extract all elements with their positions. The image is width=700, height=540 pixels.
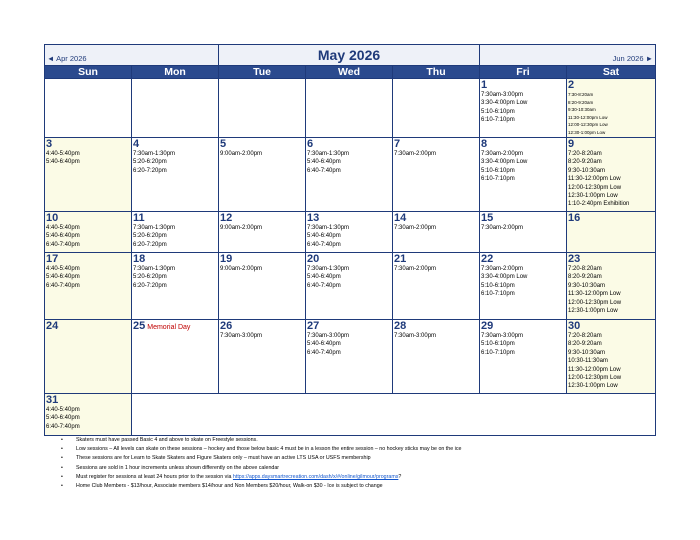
session-list — [306, 224, 392, 249]
session-time: 6:20-7:20pm — [133, 282, 167, 289]
calendar-grid — [44, 44, 656, 436]
day-number — [480, 212, 566, 224]
day-cell — [480, 138, 567, 212]
session-time: 11:30-12:00pm Low — [568, 176, 621, 183]
day-number-text: 13 — [307, 212, 320, 224]
session-time: 5:40-6:40pm — [46, 274, 80, 281]
session-time: 6:10-7:10pm — [481, 176, 515, 183]
day-number — [393, 138, 479, 150]
day-number — [132, 320, 218, 334]
day-number-text: 10 — [46, 212, 59, 224]
day-cell — [219, 320, 306, 394]
calendar-header-center — [219, 45, 480, 66]
session-list — [306, 265, 392, 290]
day-cell — [132, 253, 219, 320]
session-time: 6:20-7:20pm — [133, 167, 167, 174]
weekday-wed: Wed — [306, 66, 393, 79]
weekday-fri: Fri — [480, 66, 567, 79]
session-time: 5:40-6:40pm — [307, 233, 341, 240]
day-cell — [45, 138, 132, 212]
calendar-header-right — [480, 45, 656, 66]
day-number — [306, 212, 392, 224]
session-time: 9:00am-2:00pm — [220, 266, 263, 272]
session-time: 7:20-8:20am — [568, 151, 602, 157]
session-time: 12:00-12:30pm Low — [568, 184, 622, 191]
session-time: 7:30am-1:30pm — [133, 225, 176, 231]
session-time: 6:40-7:40pm — [46, 282, 80, 289]
empty-day-cell — [45, 79, 132, 138]
session-list — [567, 332, 655, 391]
session-list — [567, 150, 655, 209]
weekday-sun: Sun — [45, 66, 132, 79]
session-time: 7:30am-3:00pm — [220, 333, 263, 339]
day-cell — [480, 212, 567, 253]
session-time: 5:40-6:40pm — [307, 159, 341, 166]
session-list — [480, 224, 566, 232]
note-item — [58, 482, 658, 491]
session-time: 6:40-7:40pm — [307, 241, 341, 248]
session-time: 7:30am-2:00pm — [394, 266, 437, 272]
day-number — [132, 212, 218, 224]
session-time: 7:30am-1:30pm — [133, 151, 176, 157]
session-time: 12:00-12:30pm Low — [568, 122, 608, 128]
session-time: 5:20-6:20pm — [133, 274, 167, 281]
session-time: 12:00-12:30pm Low — [568, 375, 622, 382]
month-title: May 2026 — [317, 47, 381, 63]
day-cell — [567, 79, 656, 138]
day-cell — [132, 320, 219, 394]
session-time: 7:30am-2:00pm — [481, 151, 524, 157]
session-time: 11:30-12:00pm Low — [568, 291, 621, 298]
weekday-sat: Sat — [567, 66, 656, 79]
day-number-text: 7 — [394, 138, 401, 150]
day-number — [219, 320, 305, 332]
session-time: 7:30am-1:30pm — [307, 225, 350, 231]
day-number — [393, 212, 479, 224]
day-cell — [480, 79, 567, 138]
empty-day-cell — [306, 79, 393, 138]
session-time: 1:10-2:40pm Exhibition — [568, 201, 630, 208]
day-cell — [567, 212, 656, 253]
session-time: 4:40-5:40pm — [46, 151, 80, 157]
session-time: 6:10-7:10pm — [481, 349, 515, 356]
note-text: Skaters must have passed Basic 4 and above to skate on Freestyle sessions. — [76, 437, 258, 443]
session-time: 6:40-7:40pm — [307, 167, 341, 174]
session-list — [567, 91, 655, 137]
session-list — [393, 265, 479, 273]
session-time: 5:40-6:40pm — [46, 233, 80, 240]
session-time: 5:10-6:10pm — [481, 341, 515, 348]
weekday-tue: Tue — [219, 66, 306, 79]
note-item — [58, 473, 658, 482]
note-item — [58, 464, 658, 473]
session-time: 12:30-1:00pm Low — [568, 129, 606, 135]
session-list — [219, 332, 305, 340]
session-time: 10:30-11:30am — [568, 358, 608, 365]
day-number — [219, 253, 305, 265]
day-number-text: 19 — [220, 253, 233, 265]
day-number-text: 12 — [220, 212, 233, 224]
session-time: 12:30-1:00pm Low — [568, 193, 618, 200]
day-number — [480, 79, 566, 91]
session-time: 8:20-9:20am — [568, 99, 594, 105]
day-number — [567, 138, 655, 150]
day-number-text: 30 — [568, 320, 581, 332]
day-cell — [393, 253, 480, 320]
session-time: 3:30-4:00pm Low — [481, 100, 528, 107]
day-number-text: 4 — [133, 138, 140, 150]
session-list — [132, 150, 218, 175]
day-number-text: 27 — [307, 320, 320, 332]
day-number — [45, 212, 131, 224]
day-number-text: 11 — [133, 212, 145, 224]
day-cell — [306, 253, 393, 320]
session-list — [219, 265, 305, 273]
day-number-text: 9 — [568, 138, 575, 150]
day-cell — [132, 138, 219, 212]
day-number — [132, 253, 218, 265]
day-cell — [219, 138, 306, 212]
session-time: 6:10-7:10pm — [481, 291, 515, 298]
day-number — [306, 138, 392, 150]
day-number-text: 17 — [46, 253, 59, 265]
day-cell — [480, 320, 567, 394]
day-cell — [306, 212, 393, 253]
day-cell — [219, 253, 306, 320]
day-number — [219, 138, 305, 150]
session-time: 4:40-5:40pm — [46, 225, 80, 231]
session-time: 7:30am-1:30pm — [307, 266, 350, 272]
day-cell — [45, 212, 132, 253]
session-time: 7:30am-3:00pm — [394, 333, 437, 339]
session-time: 12:30-1:00pm Low — [568, 308, 618, 315]
weekday-mon: Mon — [132, 66, 219, 79]
session-list — [480, 150, 566, 184]
session-list — [393, 224, 479, 232]
day-number — [567, 212, 655, 224]
day-number-text: 16 — [568, 212, 581, 224]
day-number — [393, 253, 479, 265]
session-time: 7:30am-2:00pm — [481, 266, 524, 272]
note-item — [58, 436, 658, 445]
session-time: 7:30am-3:00pm — [481, 92, 524, 98]
session-list — [306, 332, 392, 357]
session-time: 9:00am-2:00pm — [220, 225, 263, 231]
session-time: 6:40-7:40pm — [46, 241, 80, 248]
session-time: 12:30-1:00pm Low — [568, 383, 618, 390]
day-number-text: 18 — [133, 253, 146, 265]
session-time: 6:40-7:40pm — [307, 349, 341, 356]
day-number-text: 20 — [307, 253, 320, 265]
empty-day-cell — [132, 394, 656, 436]
day-number-text: 28 — [394, 320, 407, 332]
note-item — [58, 454, 658, 463]
day-number-text: 21 — [394, 253, 407, 265]
day-cell — [45, 320, 132, 394]
session-list — [567, 265, 655, 315]
day-number-text: 3 — [46, 138, 53, 150]
day-cell — [306, 320, 393, 394]
day-number — [306, 320, 392, 332]
session-list — [393, 150, 479, 158]
session-time: 8:20-9:20am — [568, 274, 602, 281]
session-list — [480, 265, 566, 299]
session-list — [132, 224, 218, 249]
session-time: 9:00am-2:00pm — [220, 151, 263, 157]
session-list — [45, 224, 131, 249]
session-list — [219, 224, 305, 232]
day-cell — [45, 253, 132, 320]
session-time: 6:20-7:20pm — [133, 241, 167, 248]
day-number — [45, 253, 131, 265]
session-list — [480, 91, 566, 125]
day-cell — [45, 394, 132, 436]
note-text: These sessions are for Learn to Skate Skaters and Figure Skaters only – must have an active LTS USA or USFS membership — [76, 455, 371, 462]
session-time: 11:30-12:00pm Low — [568, 114, 608, 120]
notes-list — [58, 436, 658, 491]
day-number-text: 29 — [481, 320, 494, 332]
session-time: 4:40-5:40pm — [46, 266, 80, 272]
session-time: 5:40-6:40pm — [46, 159, 80, 166]
session-time: 5:20-6:20pm — [133, 159, 167, 166]
day-number-text: 1 — [481, 79, 488, 91]
day-cell — [567, 253, 656, 320]
day-number — [306, 253, 392, 265]
day-cell — [393, 212, 480, 253]
day-number — [132, 138, 218, 150]
session-time: 5:10-6:10pm — [481, 108, 515, 115]
session-time: 8:20-9:20am — [568, 341, 602, 348]
session-time: 7:30am-3:00pm — [481, 333, 524, 339]
session-list — [45, 265, 131, 290]
note-text: Sessions are sold in 1 hour increments unless shown differently on the above calendar — [76, 464, 280, 471]
day-number-text: 8 — [481, 138, 488, 150]
day-number-text: 22 — [481, 253, 494, 265]
day-cell — [219, 212, 306, 253]
session-time: 6:40-7:40pm — [307, 282, 341, 289]
day-number-text: 5 — [220, 138, 227, 150]
session-time: 5:40-6:40pm — [307, 274, 341, 281]
empty-day-cell — [219, 79, 306, 138]
session-list — [132, 265, 218, 290]
day-cell — [306, 138, 393, 212]
session-time: 12:00-12:30pm Low — [568, 299, 622, 306]
session-time: 7:30am-1:30pm — [307, 151, 350, 157]
holiday-label: Memorial Day — [147, 324, 191, 331]
session-time: 7:30-8:20am — [568, 92, 594, 97]
day-number-text: 14 — [394, 212, 407, 224]
day-number — [393, 320, 479, 332]
note-text-suffix: ? — [398, 473, 402, 480]
empty-day-cell — [393, 79, 480, 138]
day-number — [567, 79, 655, 91]
session-time: 7:30am-2:00pm — [481, 225, 524, 231]
day-number — [45, 394, 131, 406]
session-time: 7:30am-2:00pm — [394, 151, 437, 157]
session-time: 5:10-6:10pm — [481, 282, 515, 289]
calendar-header-left — [45, 45, 219, 66]
session-time: 5:20-6:20pm — [133, 233, 167, 240]
note-text: Must register for sessions at least 24 hours prior to the session via — [76, 473, 233, 480]
day-number — [45, 138, 131, 150]
session-list — [306, 150, 392, 175]
day-cell — [567, 320, 656, 394]
session-time: 7:30am-1:30pm — [133, 266, 176, 272]
session-list — [45, 150, 131, 167]
day-number-text: 6 — [307, 138, 314, 150]
day-number-text: 25 — [133, 320, 146, 332]
day-number-text: 26 — [220, 320, 233, 332]
session-time: 3:30-4:00pm Low — [481, 274, 528, 281]
session-time: 7:30am-2:00pm — [394, 225, 437, 231]
note-item — [58, 445, 658, 454]
session-time: 6:10-7:10pm — [481, 117, 515, 124]
day-cell — [393, 138, 480, 212]
note-text: Low sessions – All levels can skate on these sessions – hockey and those below basic 4 must be in a lesson the entire session – no hockey sticks may be on the ice — [76, 446, 462, 453]
session-time: 4:40-5:40pm — [46, 407, 80, 413]
session-time: 9:30-10:30am — [568, 107, 596, 113]
day-number-text: 24 — [46, 320, 59, 332]
day-number-text: 31 — [46, 394, 59, 406]
note-text: Home Club Members - $13/hour, Associate members $14/hour and Non Members $20/hour, Walk-on $30 - Ice is subject to change — [76, 483, 383, 490]
session-time: 8:20-9:20am — [568, 159, 602, 166]
day-number — [480, 320, 566, 332]
day-cell — [567, 138, 656, 212]
day-number — [567, 320, 655, 332]
day-cell — [393, 320, 480, 394]
day-number-text: 2 — [568, 79, 575, 91]
session-time: 5:40-6:40pm — [46, 415, 80, 422]
session-time: 3:30-4:00pm Low — [481, 159, 528, 166]
session-list — [393, 332, 479, 340]
session-time: 9:30-10:30am — [568, 282, 606, 289]
day-cell — [132, 212, 219, 253]
session-time: 11:30-12:00pm Low — [568, 366, 621, 373]
session-list — [45, 406, 131, 431]
day-number-text: 15 — [481, 212, 494, 224]
weekday-thu: Thu — [393, 66, 480, 79]
day-number — [480, 253, 566, 265]
session-time: 5:40-6:40pm — [307, 341, 341, 348]
day-number-text: 23 — [568, 253, 581, 265]
prev-month-link[interactable]: ◄ Apr 2026 — [47, 54, 87, 63]
session-time: 7:30am-3:00pm — [307, 333, 350, 339]
session-time: 9:30-10:30am — [568, 349, 606, 356]
day-number — [480, 138, 566, 150]
session-list — [219, 150, 305, 158]
session-time: 6:40-7:40pm — [46, 423, 80, 430]
day-cell — [480, 253, 567, 320]
day-number — [219, 212, 305, 224]
session-time: 7:20-8:20am — [568, 266, 602, 272]
day-number — [567, 253, 655, 265]
session-time: 7:20-8:20am — [568, 333, 602, 339]
session-time: 9:30-10:30am — [568, 167, 606, 174]
session-time: 5:10-6:10pm — [481, 167, 515, 174]
registration-link[interactable]: https://apps.daysmartrecreation.com/dash/x/#/online/gilmour/programs — [232, 473, 399, 480]
session-list — [480, 332, 566, 357]
next-month-link[interactable]: Jun 2026 ► — [612, 54, 654, 63]
empty-day-cell — [132, 79, 219, 138]
day-number — [45, 320, 131, 332]
